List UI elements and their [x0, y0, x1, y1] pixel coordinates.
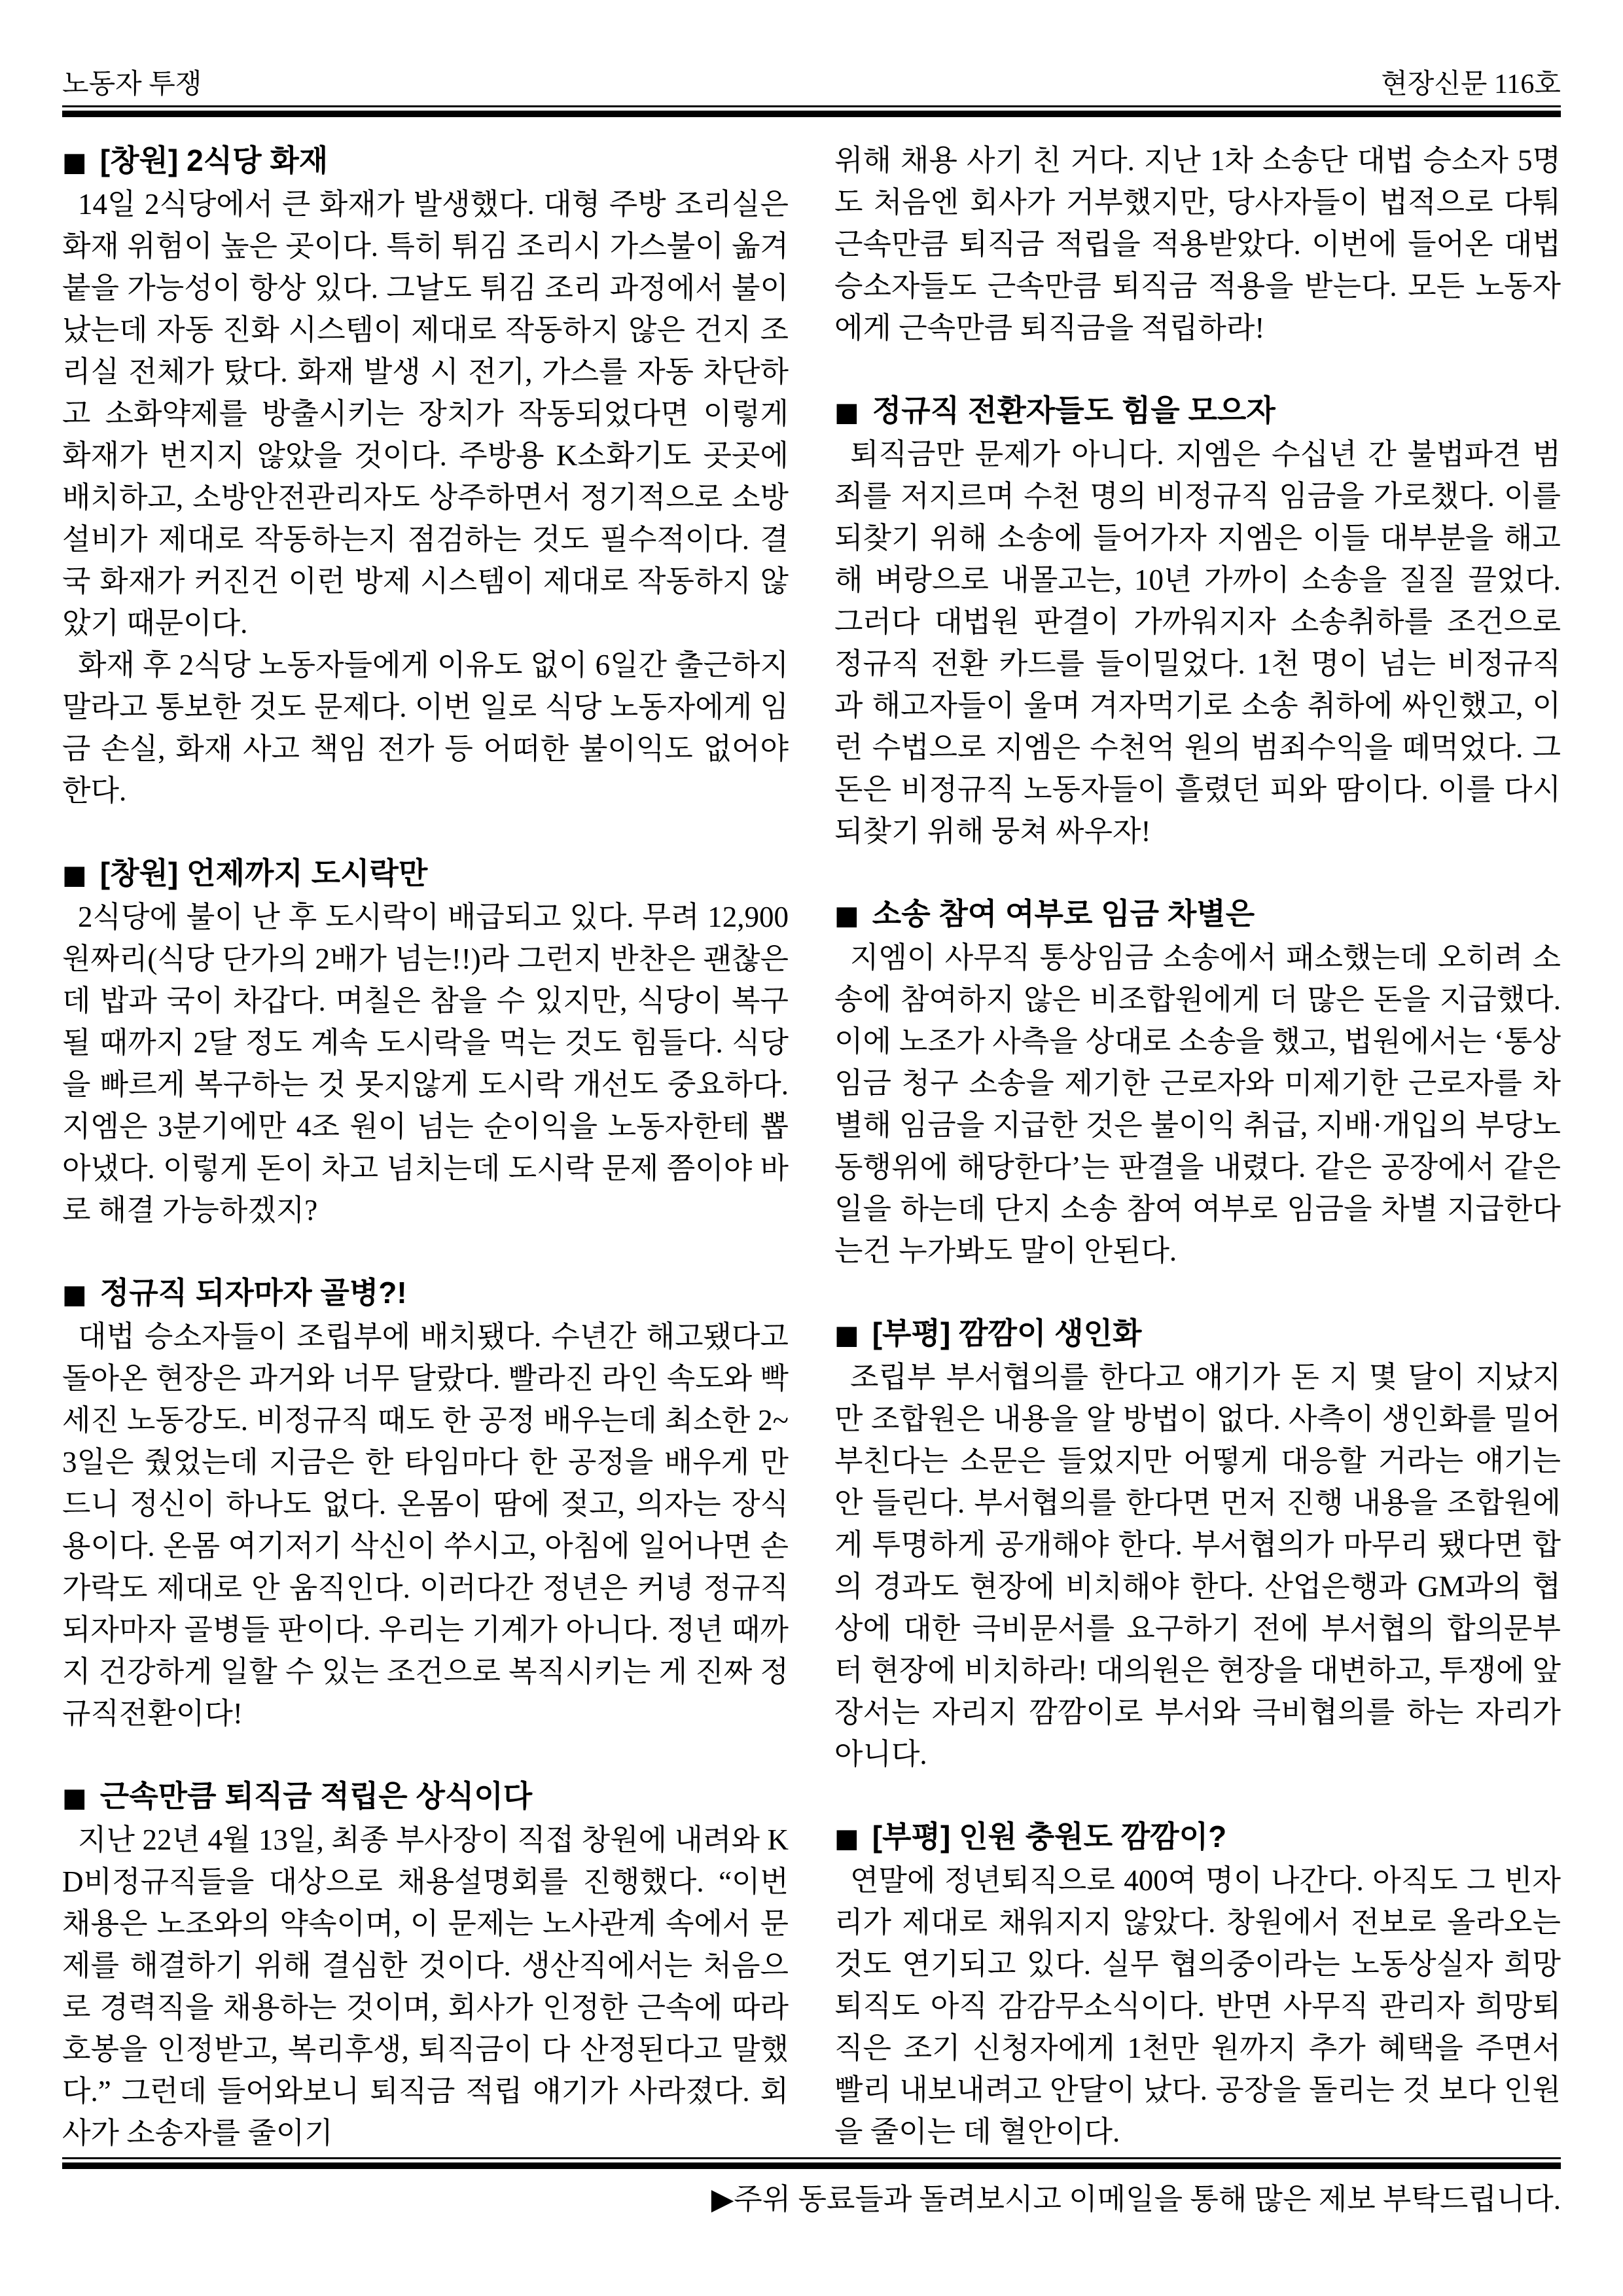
- section-title-text: [부평] 깜깜이 생인화: [872, 1316, 1142, 1350]
- section-title-text: [부평] 인원 충원도 깜깜이?: [872, 1820, 1227, 1854]
- section-title-text: [창원] 2식당 화재: [99, 143, 329, 177]
- footer-notice: ▶주위 동료들과 돌려보시고 이메일을 통해 많은 제보 부탁드립니다.: [711, 2183, 1561, 2215]
- article-section: [62, 1775, 789, 2154]
- section-title-text: 정규직 전환자들도 힘을 모으자: [872, 393, 1275, 427]
- square-bullet-icon: ■: [62, 1783, 87, 1813]
- section-title: [62, 139, 789, 183]
- section-title-text: 근속만큼 퇴직금 적립은 상식이다: [99, 1779, 533, 1813]
- footer: [62, 2157, 1561, 2219]
- article-section: [834, 1312, 1561, 1775]
- article-section: [62, 1272, 789, 1734]
- section-title: [834, 389, 1561, 433]
- section-title: [834, 893, 1561, 937]
- section-title: [62, 1272, 789, 1316]
- article-paragraph: 지엠이 사무직 통상임금 소송에서 패소했는데 오히려 소송에 참여하지 않은 비조합원에게 더 많은 돈을 지급했다. 이에 노조가 사측을 상대로 소송을 했고, 법원에서는 ‘통상임금 청구 소송을 제기한 근로자와 미제기한 근로자를 차별해 임금을 지급한 것은 불이익 취급, 지배·개입의 부당노동행위에 해당한다’는 판결을 내렸다. 같은 공장에서 같은 일을 하는데 단지 소송 참여 여부로 임금을 차별 지급한다는건 누가봐도 말이 안된다.: [834, 941, 1561, 1267]
- section-title: [834, 1816, 1561, 1859]
- article-columns: [62, 139, 1561, 2154]
- article-paragraph: 대법 승소자들이 조립부에 배치됐다. 수년간 해고됐다고 돌아온 현장은 과거와 너무 달랐다. 빨라진 라인 속도와 빡세진 노동강도. 비정규직 때도 한 공정 배우는데 최소한 2~3일은 줬었는데 지금은 한 타임마다 한 공정을 배우게 만드니 정신이 하나도 없다. 온몸이 땀에 젖고, 의자는 장식용이다. 온몸 여기저기 삭신이 쑤시고, 아침에 일어나면 손가락도 제대로 안 움직인다. 이러다간 정년은 커녕 정규직되자마자 골병들 판이다. 우리는 기계가 아니다. 정년 때까지 건강하게 일할 수 있는 조건으로 복직시키는 게 진짜 정규직전환이다!: [62, 1320, 789, 1730]
- square-bullet-icon: ■: [834, 397, 859, 427]
- section-title: [834, 1312, 1561, 1356]
- section-title-text: [창원] 언제까지 도시락만: [99, 856, 428, 890]
- left-column: [62, 139, 789, 2154]
- masthead-issue-number: 현장신문 116호: [1381, 69, 1561, 99]
- masthead-title: 노동자 투쟁: [62, 69, 202, 99]
- article-paragraph-continuation: 위해 채용 사기 친 거다. 지난 1차 소송단 대법 승소자 5명도 처음엔 회사가 거부했지만, 당사자들이 법적으로 다퉈 근속만큼 퇴직금 적립을 적용받았다. 이번에 들어온 대법승소자들도 근속만큼 퇴직금 적용을 받는다. 모든 노동자에게 근속만큼 퇴직금을 적립하라!: [834, 144, 1561, 344]
- article-paragraph: 퇴직금만 문제가 아니다. 지엠은 수십년 간 불법파견 범죄를 저지르며 수천 명의 비정규직 임금을 가로챘다. 이를 되찾기 위해 소송에 들어가자 지엠은 이들 대부분을 해고해 벼랑으로 내몰고는, 10년 가까이 소송을 질질 끌었다. 그러다 대법원 판결이 가까워지자 소송취하를 조건으로 정규직 전환 카드를 들이밀었다. 1천 명이 넘는 비정규직과 해고자들이 울며 겨자먹기로 소송 취하에 싸인했고, 이런 수법으로 지엠은 수천억 원의 범죄수익을 떼먹었다. 그 돈은 비정규직 노동자들이 흘렸던 피와 땀이다. 이를 다시 되찾기 위해 뭉쳐 싸우자!: [834, 438, 1561, 848]
- section-title: [62, 1775, 789, 1819]
- square-bullet-icon: ■: [834, 1320, 859, 1350]
- footer-rule: [62, 2157, 1561, 2169]
- square-bullet-icon: ■: [62, 147, 87, 177]
- article-paragraph: 지난 22년 4월 13일, 최종 부사장이 직접 창원에 내려와 KD비정규직들을 대상으로 채용설명회를 진행했다. “이번 채용은 노조와의 약속이며, 이 문제는 노사관계 속에서 문제를 해결하기 위해 결심한 것이다. 생산직에서는 처음으로 경력직을 채용하는 것이며, 회사가 인정한 근속에 따라 호봉을 인정받고, 복리후생, 퇴직금이 다 산정된다고 말했다.” 그런데 들어와보니 퇴직금 적립 얘기가 사라졌다. 회사가 소송자를 줄이기: [62, 1823, 789, 2149]
- right-column: [834, 139, 1561, 2154]
- article-paragraph: 2식당에 불이 난 후 도시락이 배급되고 있다. 무려 12,900원짜리(식당 단가의 2배가 넘는!!)라 그런지 반찬은 괜찮은데 밥과 국이 차갑다. 며칠은 참을 수 있지만, 식당이 복구될 때까지 2달 정도 계속 도시락을 먹는 것도 힘들다. 식당을 빠르게 복구하는 것 못지않게 도시락 개선도 중요하다. 지엠은 3분기에만 4조 원이 넘는 순이익을 노동자한테 뽑아냈다. 이렇게 돈이 차고 넘치는데 도시락 문제 쯤이야 바로 해결 가능하겠지?: [62, 901, 789, 1227]
- square-bullet-icon: ■: [62, 1280, 87, 1310]
- masthead: [62, 69, 1561, 100]
- article-section: [62, 139, 789, 812]
- article-section: [834, 1816, 1561, 2153]
- article-paragraph: 연말에 정년퇴직으로 400여 명이 나간다. 아직도 그 빈자리가 제대로 채워지지 않았다. 창원에서 전보로 올라오는 것도 연기되고 있다. 실무 협의중이라는 노동상실자 희망퇴직도 아직 감감무소식이다. 반면 사무직 관리자 희망퇴직은 조기 신청자에게 1천만 원까지 추가 혜택을 주면서 빨리 내보내려고 안달이 났다. 공장을 돌리는 것 보다 인원을 줄이는 데 혈안이다.: [834, 1864, 1561, 2148]
- square-bullet-icon: ■: [834, 901, 859, 931]
- article-section: [834, 893, 1561, 1272]
- header-rule: [62, 105, 1561, 117]
- article-section: [62, 852, 789, 1231]
- square-bullet-icon: ■: [834, 1823, 859, 1854]
- square-bullet-icon: ■: [62, 860, 87, 890]
- article-section: [834, 389, 1561, 852]
- article-paragraph: 화재 후 2식당 노동자들에게 이유도 없이 6일간 출근하지 말라고 통보한 것도 문제다. 이번 일로 식당 노동자에게 임금 손실, 화재 사고 책임 전가 등 어떠한 불이익도 없어야 한다.: [62, 649, 789, 807]
- section-title-text: 소송 참여 여부로 임금 차별은: [872, 897, 1255, 931]
- section-title-text: 정규직 되자마자 골병?!: [99, 1276, 407, 1310]
- section-title: [62, 852, 789, 896]
- article-paragraph: 조립부 부서협의를 한다고 얘기가 돈 지 몇 달이 지났지만 조합원은 내용을 알 방법이 없다. 사측이 생인화를 밀어부친다는 소문은 들었지만 어떻게 대응할 거라는 얘기는 안 들린다. 부서협의를 한다면 먼저 진행 내용을 조합원에게 투명하게 공개해야 한다. 부서협의가 마무리 됐다면 합의 경과도 현장에 비치해야 한다. 산업은행과 GM과의 협상에 대한 극비문서를 요구하기 전에 부서협의 합의문부터 현장에 비치하라! 대의원은 현장을 대변하고, 투쟁에 앞장서는 자리지 깜깜이로 부서와 극비협의를 하는 자리가 아니다.: [834, 1361, 1561, 1770]
- article-paragraph: 14일 2식당에서 큰 화재가 발생했다. 대형 주방 조리실은 화재 위험이 높은 곳이다. 특히 튀김 조리시 가스불이 옮겨붙을 가능성이 항상 있다. 그날도 튀김 조리 과정에서 불이 났는데 자동 진화 시스템이 제대로 작동하지 않은 건지 조리실 전체가 탔다. 화재 발생 시 전기, 가스를 자동 차단하고 소화약제를 방출시키는 장치가 작동되었다면 이렇게 화재가 번지지 않았을 것이다. 주방용 K소화기도 곳곳에 배치하고, 소방안전관리자도 상주하면서 정기적으로 소방설비가 제대로 작동하는지 점검하는 것도 필수적이다. 결국 화재가 커진건 이런 방제 시스템이 제대로 작동하지 않았기 때문이다.: [62, 188, 789, 639]
